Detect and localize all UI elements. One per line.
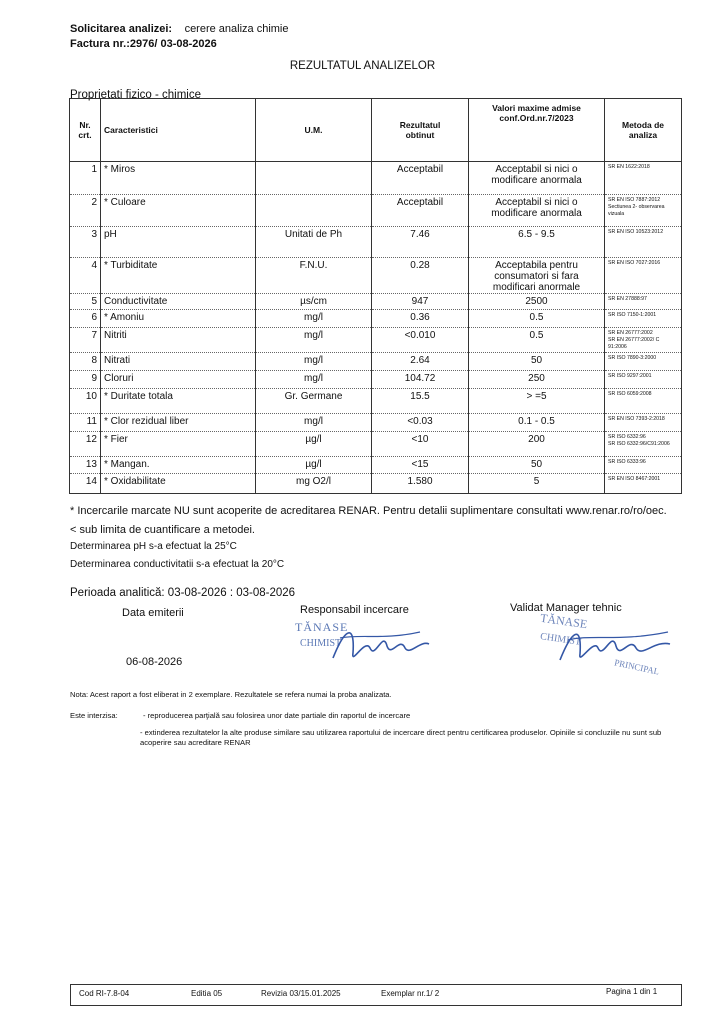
footer-revision: Revizia 03/15.01.2025 [261,989,341,998]
method-line: SR ISO 9297:2001 [608,373,652,379]
row-method [605,328,682,353]
row-result: 2.64 [372,353,469,371]
stamp2-text-line2: CHIMIST [539,631,582,648]
row-method [605,353,682,371]
row-um: mg O2/l [256,474,372,494]
issue-date: 06-08-2026 [126,656,183,668]
row-result: 104.72 [372,371,469,389]
row-um: Gr. Germane [256,389,372,414]
row-characteristic: * Clor rezidual liber [101,414,256,432]
table-row [70,162,682,195]
row-max: 0.5 [469,328,605,353]
table-row [70,389,682,414]
method-line: SR ISO 7150-1:2001 [608,312,657,318]
row-characteristic: * Duritate totala [101,389,256,414]
row-max: 2500 [469,294,605,310]
table-row [70,310,682,328]
footer-edition: Editia 05 [191,989,223,998]
row-nr: 8 [70,353,101,371]
table-row [70,474,682,494]
row-um: mg/l [256,371,372,389]
row-um: µs/cm [256,294,372,310]
header-max-line1: Valori maxime admise [492,103,581,113]
row-result: 15.5 [372,389,469,414]
method-line: SR ISO 6333:96 [608,459,646,465]
note-ph: Determinarea pH s-a efectuat la 25°C [70,541,237,552]
legend-renar: * Incercarile marcate NU sunt acoperite de acreditarea RENAR. Pentru detalii suplimentare consultati www.renar.ro/ro/oec. [70,505,667,517]
method-line: SR EN 26777:2002/ C 91:2006 [608,337,660,350]
row-method [605,294,682,310]
table-row [70,353,682,371]
row-result: <10 [372,432,469,457]
table-row [70,294,682,310]
row-method [605,371,682,389]
header-result-line2: obtinut [405,130,435,140]
row-characteristic: * Culoare [101,195,256,227]
table-row [70,258,682,294]
row-characteristic: pH [101,227,256,258]
row-characteristic: Nitriti [101,328,256,353]
footer-page: Pagina 1 din 1 [606,987,658,996]
table-row [70,457,682,474]
results-table [69,98,682,494]
request-line [70,19,289,37]
row-max: 0.1 - 0.5 [469,414,605,432]
method-line: SR EN 1622:2018 [608,164,650,170]
row-characteristic: * Fier [101,432,256,457]
row-max: > =5 [469,389,605,414]
row-method [605,195,682,227]
row-characteristic: * Amoniu [101,310,256,328]
method-line: SR EN ISO 8467:2001 [608,476,661,482]
row-result: 0.28 [372,258,469,294]
report-title: REZULTATUL ANALIZELOR [289,60,436,72]
row-result: Acceptabil [372,195,469,227]
row-nr: 10 [70,389,101,414]
table-row [70,414,682,432]
row-um [256,162,372,195]
row-um: F.N.U. [256,258,372,294]
manager-stamp [540,612,680,687]
invoice-number: Factura nr.:2976/ 03-08-2026 [70,38,217,50]
document-footer [70,984,682,1006]
header-um: U.M. [256,99,372,162]
row-method [605,457,682,474]
row-result: Acceptabil [372,162,469,195]
row-um: mg/l [256,414,372,432]
row-max: 50 [469,457,605,474]
table-row [70,328,682,353]
row-um: mg/l [256,310,372,328]
row-characteristic: * Mangan. [101,457,256,474]
remark-forbidden-2: - extinderea rezultatelor la alte produse similare sau utilizarea raportului de incercare direct pentru certificarea produselor. Opiniile si concluziile nu sunt sub acoperire sau acreditare RENAR [140,728,662,747]
method-line: SR EN ISO 10523:2012 [608,229,664,235]
row-result: <0.010 [372,328,469,353]
row-nr: 3 [70,227,101,258]
analysis-period: Perioada analitică: 03-08-2026 : 03-08-2026 [70,587,296,599]
row-characteristic: * Turbiditate [101,258,256,294]
method-line: SR EN ISO 7887:2012 [608,197,661,203]
row-nr: 6 [70,310,101,328]
header-max [469,99,605,162]
row-max: Acceptabil si nici o modificare anormala [469,162,605,195]
method-line: SR EN 26777:2002 [608,330,653,336]
method-line: SR EN 27888:97 [608,296,647,302]
request-label: Solicitarea analizei: [70,23,173,35]
stamp2-text-line1: TĂNASE [539,610,589,632]
row-method [605,389,682,414]
header-nr-line2: crt. [78,130,92,140]
header-nr-line1: Nr. [79,120,91,130]
row-nr: 2 [70,195,101,227]
header-method: Metoda de analiza [605,99,682,162]
table-row [70,227,682,258]
row-characteristic: Cloruri [101,371,256,389]
method-line: SR ISO 6332:96/C91:2006 [608,441,670,447]
row-max: 250 [469,371,605,389]
row-method [605,474,682,494]
row-um: mg/l [256,353,372,371]
table-row [70,432,682,457]
row-result: <15 [372,457,469,474]
manager-label: Validat Manager tehnic [510,602,622,614]
row-nr: 13 [70,457,101,474]
row-characteristic: Nitrati [101,353,256,371]
row-characteristic: * Oxidabilitate [101,474,256,494]
row-nr: 1 [70,162,101,195]
method-line: SR ISO 6332:96 [608,434,646,440]
remark-note: Nota: Acest raport a fost eliberat in 2 exemplare. Rezultatele se refera numai la proba analizata. [70,690,392,699]
stamp2-text-line3: PRINCIPAL [613,657,661,677]
method-line: SR EN ISO 7393-2:2018 [608,416,665,422]
row-result: 0.36 [372,310,469,328]
header-nr [70,99,101,162]
table-row [70,195,682,227]
stamp-text-line1: TĂNASE [295,620,349,634]
row-result: 7.46 [372,227,469,258]
footer-copy: Exemplar nr.1/ 2 [381,989,440,998]
row-nr: 14 [70,474,101,494]
table-row [70,371,682,389]
row-method [605,310,682,328]
row-nr: 7 [70,328,101,353]
header-characteristic: Caracteristici [101,99,256,162]
row-method [605,258,682,294]
request-value: cerere analiza chimie [184,23,289,35]
method-line: Sectiunea 2- observarea vizuala [608,204,665,217]
row-characteristic: * Miros [101,162,256,195]
method-line: SR EN ISO 7027:2016 [608,260,661,266]
row-nr: 4 [70,258,101,294]
row-um: mg/l [256,328,372,353]
row-max: 0.5 [469,310,605,328]
row-method [605,162,682,195]
row-max: 5 [469,474,605,494]
row-max: 6.5 - 9.5 [469,227,605,258]
header-result-line1: Rezultatul [399,120,441,130]
signature-icon [550,616,675,671]
remark-forbidden-label: Este interzisa: [70,711,118,720]
issue-date-label: Data emiterii [122,607,184,619]
responsible-label: Responsabil incercare [300,604,409,616]
row-result: <0.03 [372,414,469,432]
row-method [605,414,682,432]
method-line: SR ISO 6059:2008 [608,391,652,397]
row-um: µg/l [256,432,372,457]
note-conductivity: Determinarea conductivitatii s-a efectuat la 20°C [70,559,285,570]
header-max-line2: conf.Ord.nr.7/2023 [499,113,574,123]
row-um: Unitati de Ph [256,227,372,258]
row-um [256,195,372,227]
row-max: 50 [469,353,605,371]
row-method [605,432,682,457]
row-nr: 9 [70,371,101,389]
row-method [605,227,682,258]
stamp-text-line2: CHIMIST [300,638,342,649]
row-max: 200 [469,432,605,457]
signature-icon [325,618,435,668]
row-um: µg/l [256,457,372,474]
legend-lq: < sub limita de cuantificare a metodei. [70,524,255,536]
method-line: SR ISO 7890-3:2000 [608,355,657,361]
row-result: 947 [372,294,469,310]
row-characteristic: Conductivitate [101,294,256,310]
responsible-stamp [295,618,445,668]
table-header-row [70,99,682,162]
row-nr: 11 [70,414,101,432]
row-max: Acceptabila pentru consumatori si fara modificari anormale [469,258,605,294]
row-nr: 5 [70,294,101,310]
row-result: 1.580 [372,474,469,494]
footer-code: Cod RI-7.8-04 [79,989,130,998]
remark-forbidden-1: - reproducerea parţială sau folosirea unor date partiale din raportul de incercare [143,711,411,720]
header-result [372,99,469,162]
section-title: Proprietati fizico - chimice [70,89,202,101]
row-nr: 12 [70,432,101,457]
row-max: Acceptabil si nici o modificare anormala [469,195,605,227]
